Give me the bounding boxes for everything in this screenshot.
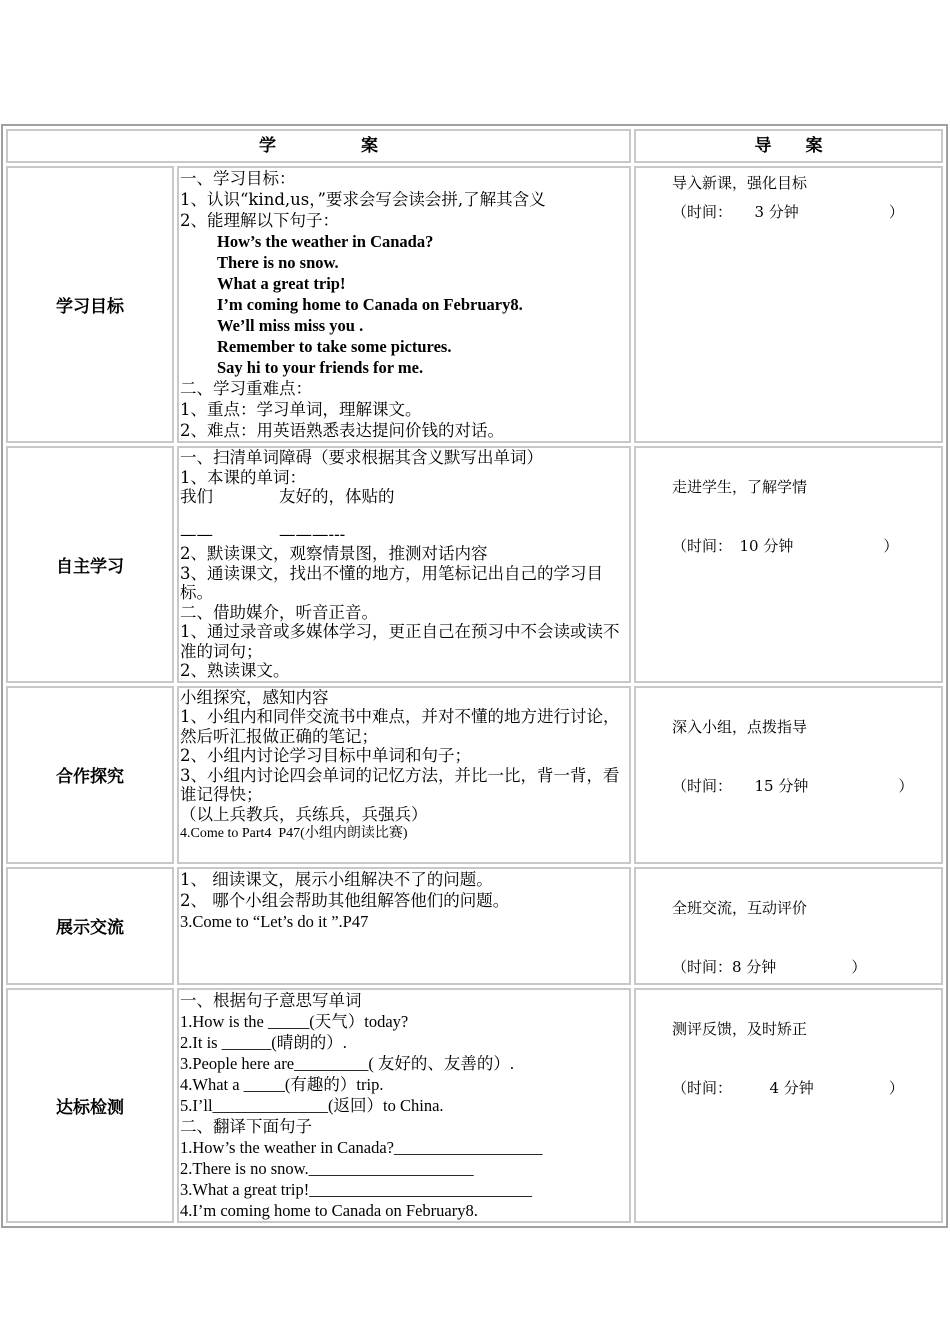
header-study-plan: 学 案 [6, 129, 631, 163]
content-line: 二、翻译下面句子 [180, 1116, 312, 1136]
content-line: 1、通过录音或多媒体学习，更正自己在预习中不会读或读不准的词句； [180, 622, 620, 661]
guide-time: （时间： 4 分钟 ） [672, 1078, 904, 1097]
row-label: 展示交流 [6, 867, 174, 985]
row-guide [634, 446, 943, 683]
row-label: 自主学习 [6, 446, 174, 683]
content-line: 4.What a _____(有趣的）trip. [180, 1074, 384, 1094]
header-guide: 导 案 [634, 129, 943, 163]
content-line [180, 507, 629, 525]
content-line: Remember to take some pictures. [217, 337, 452, 356]
content-line: （以上兵教兵，兵练兵，兵强兵） [180, 804, 428, 824]
row-label: 合作探究 [6, 686, 174, 864]
content-line: 二、借助媒介，听音正音。 [180, 602, 378, 622]
content-line: 3.What a great trip!___________________________ [180, 1179, 532, 1199]
content-line: 2.There is no snow.____________________ [180, 1158, 474, 1178]
content-line: 4.Come to Part4 P47(小组内朗读比赛) [180, 826, 408, 841]
content-line: 我们 友好的，体贴的 [180, 487, 395, 506]
content-line: 3.Come to “Let’s do it ”.P47 [180, 911, 369, 931]
content-line: Say hi to your friends for me. [217, 358, 424, 377]
content-line: 2、能理解以下句子： [180, 211, 339, 230]
content-line: 二、学习重难点： [180, 379, 312, 398]
row-content [177, 166, 631, 443]
content-line: 5.I’ll______________(返回）to China. [180, 1095, 444, 1115]
row-guide [634, 686, 943, 864]
content-line: 3、通读课文，找出不懂的地方，用笔标记出自己的学习目标。 [180, 563, 603, 602]
content-line: 一、根据句子意思写单词 [180, 990, 362, 1010]
content-line: 1、本课的单词： [180, 467, 306, 487]
content-line: 2、熟读课文。 [180, 661, 290, 680]
content-line: 2、默读课文，观察情景图，推测对话内容 [180, 544, 488, 563]
content-line: —— ———--- [180, 524, 346, 544]
guide-time: （时间： 10 分钟 ） [672, 537, 899, 555]
guide-title: 深入小组，点拨指导 [672, 717, 808, 736]
row-assessment [6, 988, 943, 1223]
content-line: I’m coming home to Canada on February8. [217, 295, 523, 314]
row-learning-goals [6, 166, 943, 443]
content-line: 1、认识“kind,us，”要求会写会读会拼,了解其含义 [180, 190, 546, 209]
guide-title: 全班交流，互动评价 [672, 898, 808, 917]
content-line: There is no snow. [217, 253, 339, 272]
content-line: 4.I’m coming home to Canada on February8. [180, 1200, 478, 1220]
row-label: 达标检测 [6, 988, 174, 1223]
guide-title: 导入新课，强化目标 [672, 174, 808, 192]
row-guide [634, 867, 943, 985]
lesson-plan-table [1, 124, 948, 1228]
guide-time: （时间：8 分钟 ） [672, 957, 867, 976]
row-label: 学习目标 [6, 166, 174, 443]
content-line: 1、重点：学习单词，理解课文。 [180, 400, 422, 419]
row-cooperation [6, 686, 943, 864]
row-content [177, 446, 631, 683]
content-line: 1、小组内和同伴交流书中难点，并对不懂的地方进行讨论，然后听汇报做正确的笔记； [180, 707, 620, 746]
guide-title: 走进学生，了解学情 [672, 478, 808, 496]
content-line: 1.How’s the weather in Canada?__________________ [180, 1137, 543, 1157]
row-content [177, 686, 631, 864]
content-line: 2、难点：用英语熟悉表达提问价钱的对话。 [180, 421, 504, 440]
row-content [177, 988, 631, 1223]
content-line: What a great trip! [217, 274, 346, 293]
content-line: 1、 细读课文，展示小组解决不了的问题。 [180, 869, 493, 889]
content-line: How’s the weather in Canada? [217, 232, 434, 251]
content-line: 2.It is ______(晴朗的）. [180, 1032, 347, 1052]
row-guide [634, 988, 943, 1223]
content-line: 3.People here are_________( 友好的、友善的）. [180, 1053, 515, 1073]
content-line: 一、学习目标： [180, 169, 296, 188]
guide-title: 测评反馈，及时矫正 [672, 1019, 808, 1038]
content-line: 2、 哪个小组会帮助其他组解答他们的问题。 [180, 890, 510, 910]
content-line: 1.How is the _____(天气）today? [180, 1011, 409, 1031]
row-self-study [6, 446, 943, 683]
row-guide [634, 166, 943, 443]
content-line: 3、小组内讨论四会单词的记忆方法，并比一比，背一背，看谁记得快； [180, 765, 620, 804]
content-line: We’ll miss miss you . [217, 316, 364, 335]
table-header-row [6, 129, 943, 163]
row-content [177, 867, 631, 985]
guide-time: （时间： 3 分钟 ） [672, 203, 904, 221]
content-line: 2、小组内讨论学习目标中单词和句子； [180, 746, 471, 765]
content-line: 一、扫清单词障碍（要求根据其含义默写出单词） [180, 448, 543, 467]
row-presentation [6, 867, 943, 985]
guide-time: （时间： 15 分钟 ） [672, 776, 914, 795]
content-line: 小组探究，感知内容 [180, 687, 329, 707]
